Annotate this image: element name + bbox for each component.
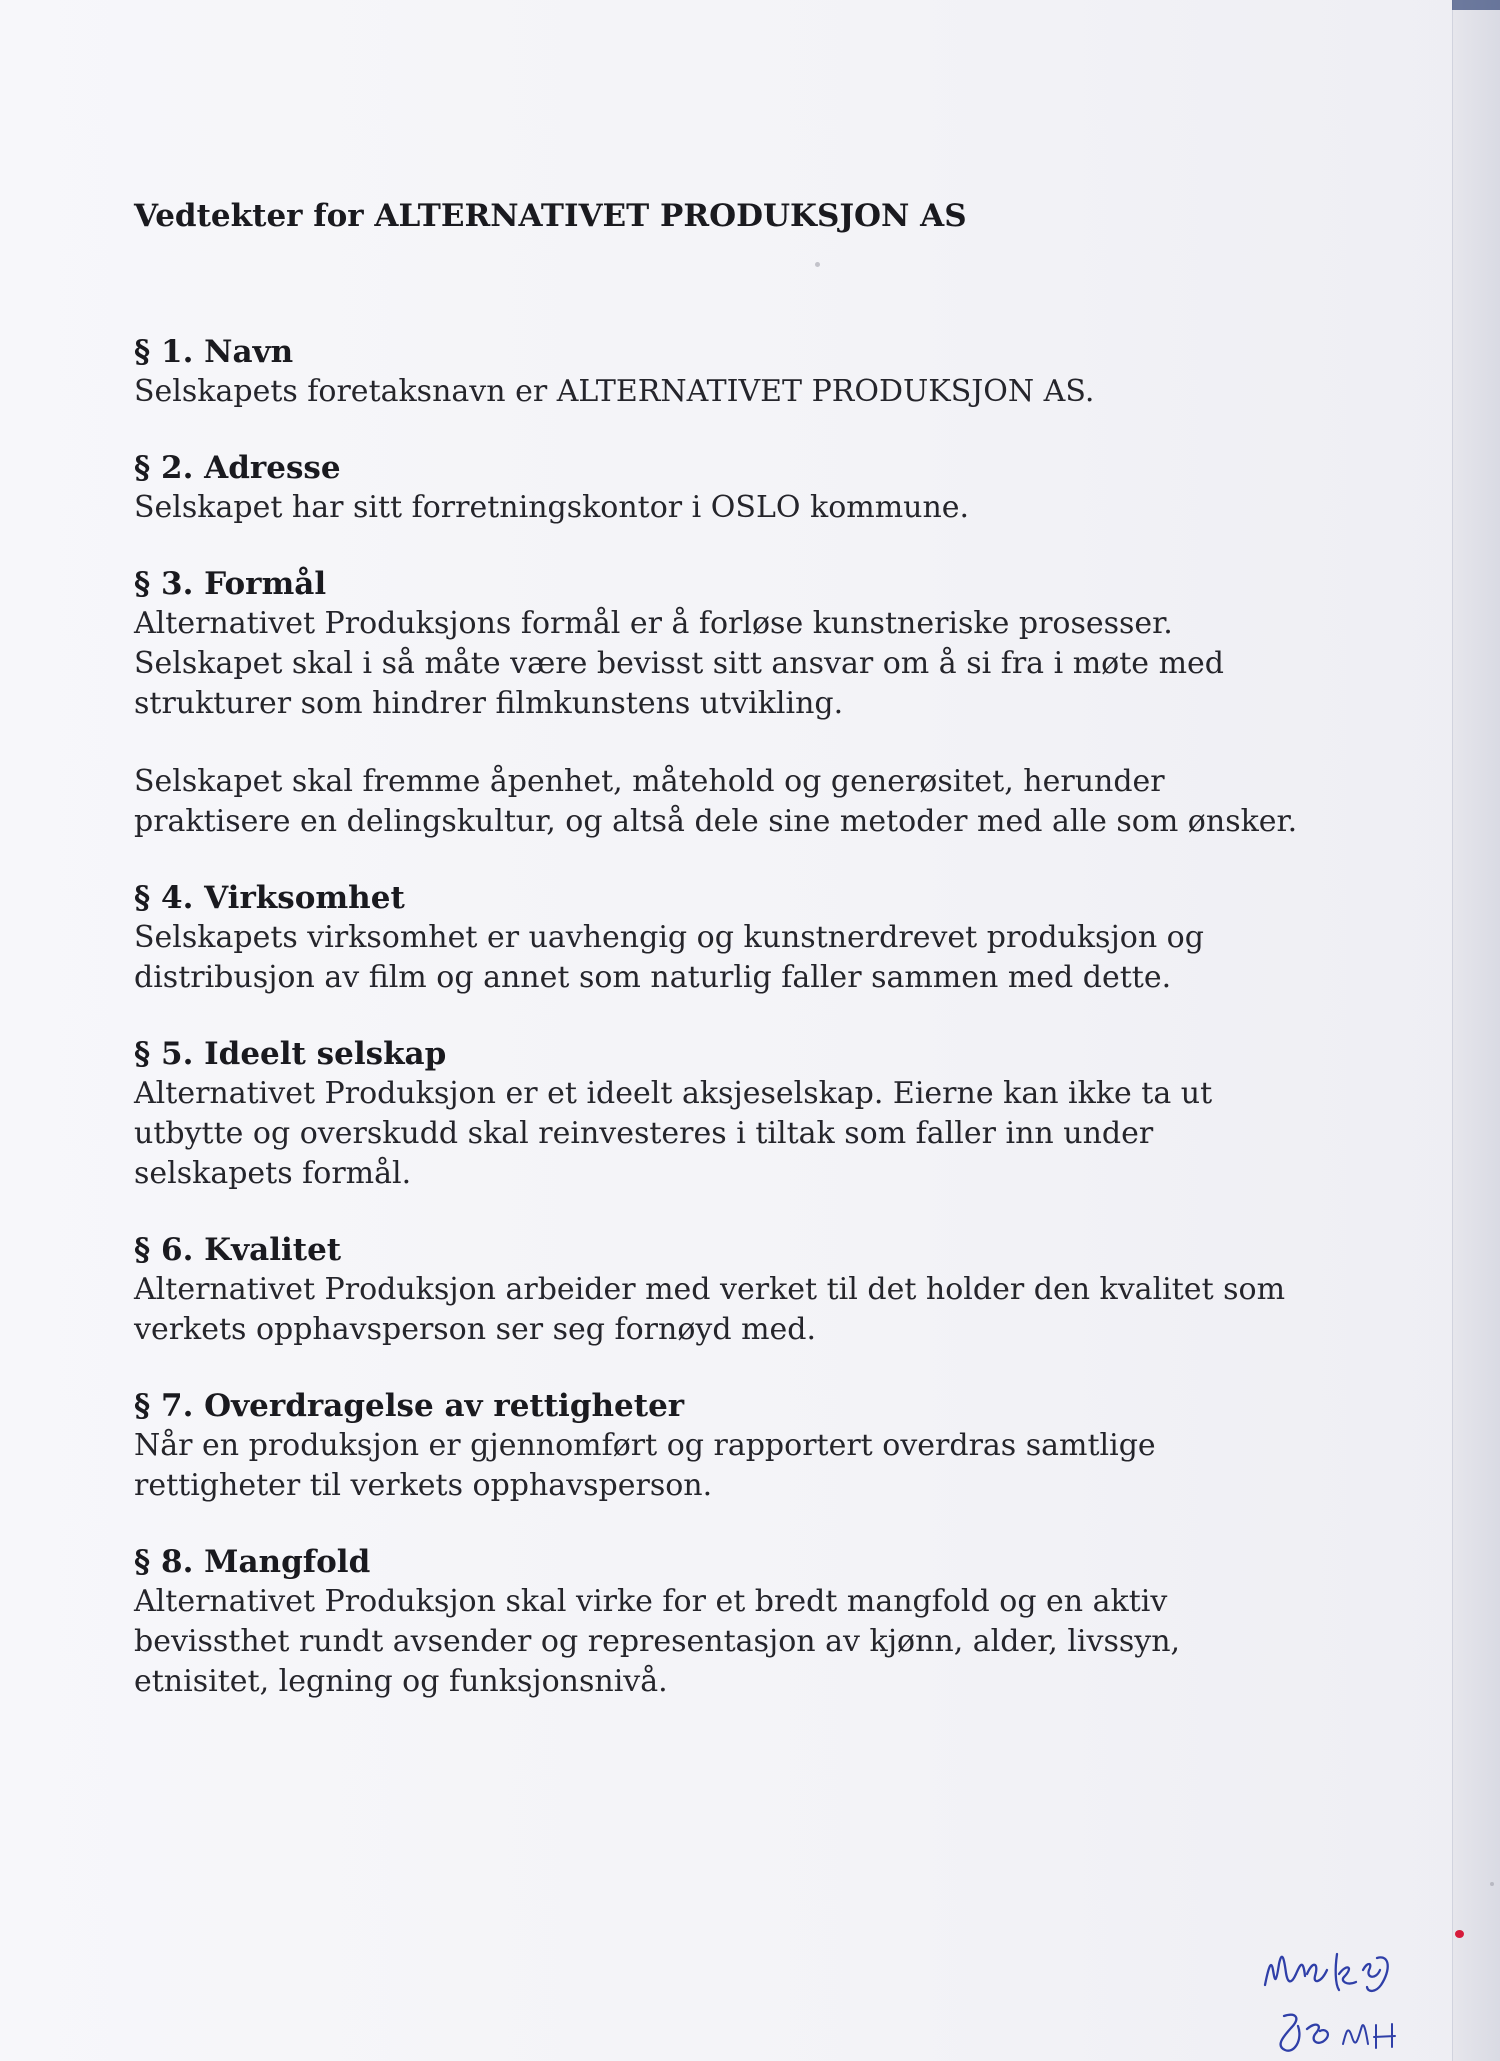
section-heading: § 5. Ideelt selskap [134, 1036, 447, 1072]
statutes-sections [134, 332, 1354, 1738]
section-paragraph: Alternativet Produksjons formål er å forløse kunstneriske prosesser. Selskapet skal i så måte være bevisst sitt ansvar om å si fra i møte med strukturer som hindrer filmkunstens utvikling. [134, 606, 1224, 721]
section-address [134, 448, 1354, 528]
section-ideal-company [134, 1034, 1354, 1194]
section-paragraph: Selskapets virksomhet er uavhengig og kunstnerdrevet produksjon og distribusjon av film og annet som naturlig faller sammen med dette. [134, 920, 1204, 995]
section-paragraph: Selskapet har sitt forretningskontor i OSLO kommune. [134, 490, 970, 525]
section-rights-transfer [134, 1386, 1354, 1506]
section-heading: § 2. Adresse [134, 450, 341, 486]
scan-dust-mark [815, 262, 820, 267]
section-heading: § 3. Formål [134, 566, 327, 602]
paper-right-edge [1452, 0, 1500, 2061]
section-paragraph: Alternativet Produksjon er et ideelt aksjeselskap. Eierne kan ikke ta ut utbytte og overskudd skal reinvesteres i tiltak som faller inn under selskapets formål. [134, 1076, 1213, 1191]
section-quality [134, 1230, 1354, 1350]
signature-icon [1268, 2004, 1408, 2060]
document-title: Vedtekter for ALTERNATIVET PRODUKSJON AS [134, 197, 967, 234]
section-paragraph: Selskapet skal fremme åpenhet, måtehold og generøsitet, herunder praktisere en delingskultur, og altså dele sine metoder med alle som ønsker. [134, 764, 1298, 839]
section-paragraph: Alternativet Produksjon skal virke for et bredt mangfold og en aktiv bevissthet rundt avsender og representasjon av kjønn, alder, livssyn, etnisitet, legning og funksjonsnivå. [134, 1584, 1181, 1699]
paper-top-right-accent [1452, 0, 1500, 10]
scan-dust-mark [1490, 1882, 1494, 1886]
section-purpose [134, 564, 1354, 842]
section-paragraph: Alternativet Produksjon arbeider med verket til det holder den kvalitet som verkets opphavsperson ser seg fornøyd med. [134, 1272, 1286, 1347]
red-dot-icon [1455, 1930, 1464, 1938]
section-paragraph: Selskapets foretaksnavn er ALTERNATIVET PRODUKSJON AS. [134, 374, 1095, 409]
section-heading: § 6. Kvalitet [134, 1232, 342, 1268]
section-diversity [134, 1542, 1354, 1702]
section-paragraph: Når en produksjon er gjennomført og rapportert overdras samtlige rettigheter til verkets opphavsperson. [134, 1428, 1156, 1503]
section-heading: § 4. Virksomhet [134, 880, 405, 916]
section-heading: § 1. Navn [134, 334, 294, 370]
section-name [134, 332, 1354, 412]
signature-icon [1255, 1940, 1405, 2000]
section-heading: § 8. Mangfold [134, 1544, 371, 1580]
section-business [134, 878, 1354, 998]
section-heading: § 7. Overdragelse av rettigheter [134, 1388, 685, 1424]
